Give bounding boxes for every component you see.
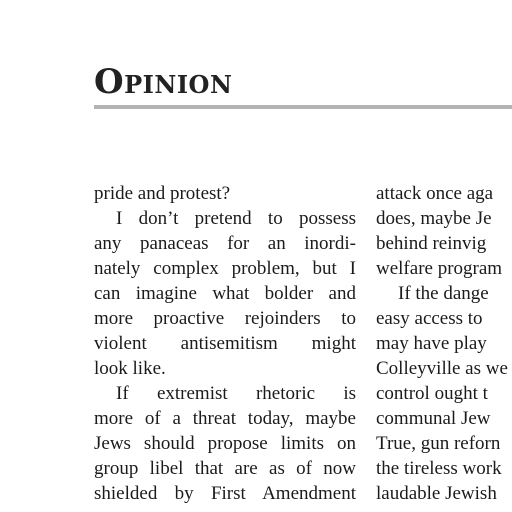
body-text-line: look like. <box>94 358 166 379</box>
left-column <box>94 181 356 506</box>
body-text-line: communal Jew <box>376 408 491 429</box>
body-text-line: nately complex problem, but I <box>94 258 356 279</box>
body-text-line: shielded by First Amendment <box>94 483 356 504</box>
body-text-line: violent antisemitism might <box>94 333 356 354</box>
section-header <box>94 62 512 102</box>
body-text-line: If the dange <box>398 283 489 304</box>
body-text-line: may have play <box>376 333 487 354</box>
body-text-line: Colleyville as we <box>376 358 508 379</box>
body-text-line: behind reinvig <box>376 233 487 254</box>
body-text-line: control ought t <box>376 383 488 404</box>
body-text-line: group libel that are as of now <box>94 458 356 479</box>
section-title: Opinion <box>94 62 233 102</box>
body-text-line: welfare program <box>376 258 503 279</box>
body-text-line: more of a threat today, maybe <box>94 408 356 429</box>
body-text-line: does, maybe Je <box>376 208 492 229</box>
body-text-line: can imagine what bolder and <box>94 283 356 304</box>
body-text-line: I don’t pretend to possess <box>116 208 356 229</box>
body-text-line: the tireless work <box>376 458 502 479</box>
body-text-line: True, gun reforn <box>376 433 501 454</box>
body-text-line: more proactive rejoinders to <box>94 308 356 329</box>
body-text-line: easy access to <box>376 308 483 329</box>
body-text-line: pride and protest? <box>94 183 231 204</box>
body-text-line: If extremist rhetoric is <box>116 383 356 404</box>
body-text-line: Jews should propose limits on <box>94 433 356 454</box>
right-column <box>376 181 512 506</box>
body-text-line: laudable Jewish <box>376 483 497 504</box>
body-text-line: any panaceas for an inordi- <box>94 233 356 254</box>
body-text-line: attack once aga <box>376 183 494 204</box>
section-rule <box>94 105 512 109</box>
